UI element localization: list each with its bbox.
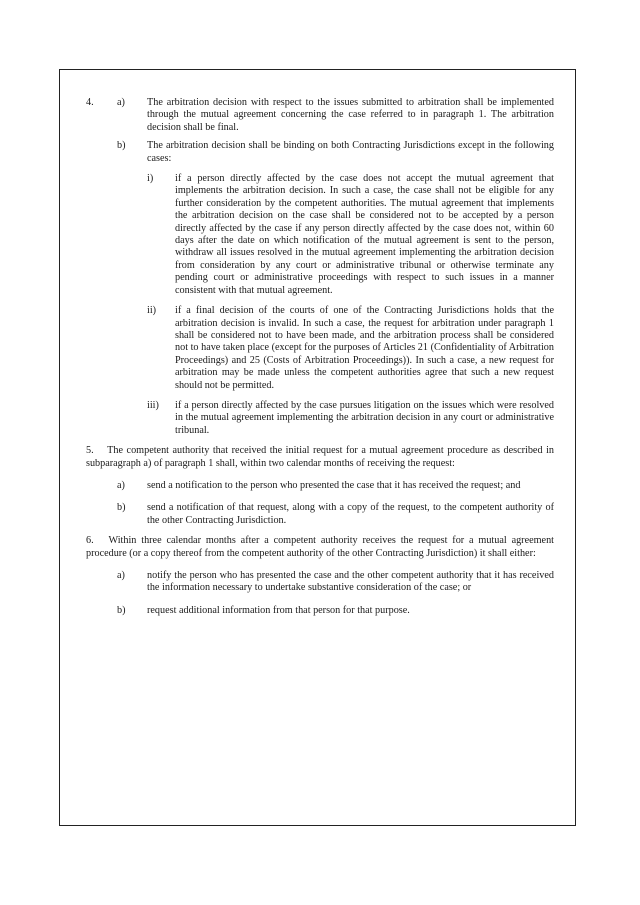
subitem-label: ii) — [147, 305, 157, 317]
subitem-text: if a final decision of the courts of one of the Contracting Jurisdictions holds that the arbitration decision is invalid. In such a case, the request for arbitration under paragraph 1 shall be considered not to have been made, and the arbitration process shall be considered not to have taken place (except for the purposes of Articles 21 (Confidentiality of Arbitration Proceedings) and 25 (Costs of Arbitration Proceedings)). In such a case, a new request for arbitration may be made unless the competent authorities agree that such a new request should not be permitted. — [175, 305, 554, 391]
item-text: The arbitration decision with respect to the issues submitted to arbitration shall be implemented through the mutual agreement concerning the case referred to in paragraph 1. The arbitration decision shall be final. — [147, 97, 554, 133]
subitem-ii — [86, 305, 554, 392]
item-label: b) — [117, 140, 126, 152]
document-body — [86, 97, 554, 617]
item-text: request additional information from that person for that purpose. — [147, 604, 410, 616]
item-text: The arbitration decision shall be binding on both Contracting Jurisdictions except in the following cases: — [147, 140, 554, 164]
subitem-text: if a person directly affected by the case does not accept the mutual agreement that implements the arbitration decision. In such a case, the case shall not be eligible for any further consideration by the competent authorities. The mutual agreement that implements the arbitration decision on the case shall be considered not to be accepted by a person directly affected by the case if any person directly affected by the case does not, within 60 days after the date on which notification of the mutual agreement is sent to the person, withdraw all issues resolved in the mutual agreement implementing the arbitration decision from consideration by any court or administrative tribunal or otherwise terminate any pending court or administrative proceedings with respect to such issues in a manner consistent with that mutual agreement. — [175, 173, 554, 296]
subitem-iii — [86, 400, 554, 437]
paragraph-5: 5. The competent authority that received the initial request for a mutual agreement procedure as described in subparagraph a) of paragraph 1 shall, within two calendar months of receiving the request: — [86, 445, 554, 469]
item-label: a) — [117, 479, 125, 491]
paragraph-6a — [86, 570, 554, 595]
item-label: b) — [117, 604, 126, 616]
subitem-i — [86, 173, 554, 297]
item-text: send a notification to the person who presented the case that it has received the request; and — [147, 479, 521, 491]
item-text: send a notification of that request, along with a copy of the request, to the competent authority of the other Contracting Jurisdiction. — [147, 502, 554, 526]
paragraph-6b — [86, 605, 554, 617]
item-text: notify the person who has presented the case and the other competent authority that it has received the information necessary to undertake substantive consideration of the case; or — [147, 570, 554, 594]
subitem-text: if a person directly affected by the case pursues litigation on the issues which were resolved in the mutual agreement implementing the arbitration decision in any court or administrative tribunal. — [175, 399, 554, 436]
paragraph-number: 4. — [86, 97, 94, 108]
paragraph-4b — [86, 140, 554, 165]
item-label: b) — [117, 502, 126, 514]
item-label: a) — [117, 570, 125, 581]
paragraph-5b — [86, 502, 554, 527]
paragraph-4a — [86, 97, 554, 134]
subitem-label: i) — [147, 173, 154, 185]
paragraph-5a — [86, 480, 554, 492]
item-label: a) — [117, 97, 125, 108]
subitem-label: iii) — [147, 399, 159, 411]
paragraph-6: 6. Within three calendar months after a competent authority receives the request for a mutual agreement procedure (or a copy thereof from the competent authority of the other Contracting Jurisdiction) it shall either: — [86, 535, 554, 559]
